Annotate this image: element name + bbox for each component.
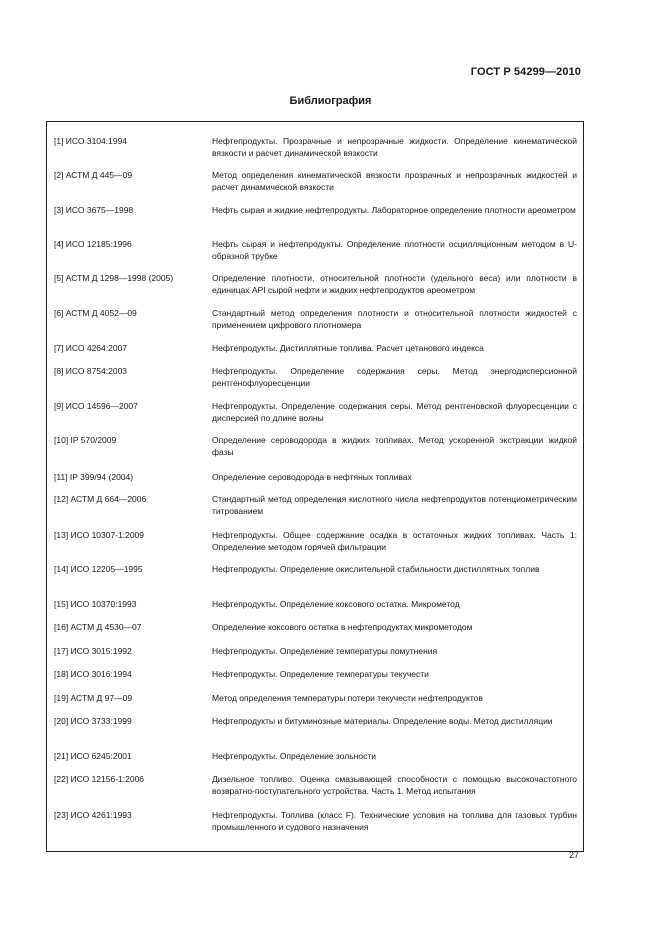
entry-reference: [9] ИСО 14596—2007 [54, 401, 138, 411]
entry-description: Нефть сырая и жидкие нефтепродукты. Лабораторное определение плотности ареометром [212, 205, 576, 215]
entry-reference: [4] ИСО 12185:1996 [54, 239, 132, 249]
entry-description: Нефтепродукты. Топлива (класс F). Технические условия на топлива для газовых турбин промышленного и судового назначения [212, 810, 577, 832]
entry-description: Определение сероводорода в жидких топливах. Метод ускоренной экстракции жидкой фазы [212, 435, 577, 457]
entry-description: Определение коксового остатка в нефтепродуктах микрометодом [212, 622, 473, 632]
entry-reference: [10] IP 570/2009 [54, 435, 117, 445]
entry-description: Определение сероводорода в нефтяных топливах [212, 472, 412, 482]
entry-reference: [23] ИСО 4261:1993 [54, 810, 132, 820]
entry-reference: [7] ИСО 4264:2007 [54, 343, 128, 353]
entry-reference: [6] АСТМ Д 4052—09 [54, 308, 137, 318]
entry-description: Нефтепродукты и битуминозные материалы. Определение воды. Метод дистилляции [212, 716, 553, 726]
entry-reference: [19] АСТМ Д 97—09 [54, 693, 133, 703]
entry-description: Дизельное топливо. Оценка смазывающей способности с помощью высокочастотного возвратно-поступательного устройства. Часть 1. Метод испытания [212, 774, 577, 796]
entry-reference: [2] АСТМ Д 445—09 [54, 170, 133, 180]
entry-description: Нефть сырая и нефтепродукты. Определение плотности осцилляционным методом в U-образной трубке [212, 239, 577, 261]
entry-description: Нефтепродукты. Общее содержание осадка в остаточных жидких топливах. Часть 1: Определение методом горячей фильтрации [212, 530, 577, 552]
page-title: Библиография [289, 95, 372, 107]
entry-reference: [1] ИСО 3104:1994 [54, 136, 128, 146]
entry-description: Нефтепродукты. Определение температуры помутнения [212, 646, 438, 656]
entry-reference: [21] ИСО 6245:2001 [54, 751, 132, 761]
entry-reference: [5] АСТМ Д 1298—1998 (2005) [54, 273, 174, 283]
entry-description: Нефтепродукты. Дистиллятные топлива. Расчет цетанового индекса [212, 343, 484, 353]
entry-reference: [20] ИСО 3733:1999 [54, 716, 132, 726]
entry-reference: [16] АСТМ Д 4530—07 [54, 622, 142, 632]
entry-description: Нефтепродукты. Определение зольности [212, 751, 376, 761]
entry-reference: [15] ИСО 10370:1993 [54, 599, 137, 609]
entry-reference: [11] IP 399/94 (2004) [54, 472, 134, 482]
entry-reference: [13] ИСО 10307-1:2009 [54, 530, 145, 540]
entry-description: Метод определения кинематической вязкости прозрачных и непрозрачных жидкостей и расчет динамической вязкости [212, 170, 577, 192]
entry-reference: [8] ИСО 8754:2003 [54, 366, 128, 376]
entry-description: Метод определения температуры потери текучести нефтепродуктов [212, 693, 483, 703]
page-number: 27 [568, 850, 579, 860]
entry-reference: [22] ИСО 12156-1:2006 [54, 774, 145, 784]
entry-description: Определение плотности, относительной плотности (удельного веса) или плотности в единицах API сырой нефти и жидких нефтепродуктов ареометром [212, 273, 577, 295]
entry-reference: [3] ИСО 3675—1998 [54, 205, 134, 215]
bibliography-frame [46, 121, 584, 852]
entry-description: Стандартный метод определения кислотного числа нефтепродуктов потенциометрическим титрованием [212, 494, 577, 516]
entry-reference: [12] АСТМ Д 664—2006 [54, 494, 147, 504]
entry-description: Нефтепродукты. Определение температуры текучести [212, 669, 429, 679]
entry-description: Нефтепродукты. Прозрачные и непрозрачные жидкости. Определение кинематической вязкости и расчет динамической вязкости [212, 136, 577, 158]
entry-reference: [14] ИСО 12205—1995 [54, 564, 143, 574]
document-standard-number: ГОСТ Р 54299—2010 [470, 66, 581, 78]
entry-description: Нефтепродукты. Определение содержания серы. Метод энергодисперсионной рентгенофлуоресценции [212, 366, 577, 388]
entry-reference: [18] ИСО 3016:1994 [54, 669, 132, 679]
entry-description: Стандартный метод определения плотности и относительной плотности жидкостей с применением цифрового плотномера [212, 308, 577, 330]
entry-description: Нефтепродукты. Определение содержания серы. Метод рентгеновской флуоресценции с дисперсией по длине волны [212, 401, 577, 423]
entry-description: Нефтепродукты. Определение окислительной стабильности дистиллятных топлив [212, 564, 540, 574]
entry-reference: [17] ИСО 3015:1992 [54, 646, 132, 656]
entry-description: Нефтепродукты. Определение коксового остатка. Микрометод [212, 599, 460, 609]
